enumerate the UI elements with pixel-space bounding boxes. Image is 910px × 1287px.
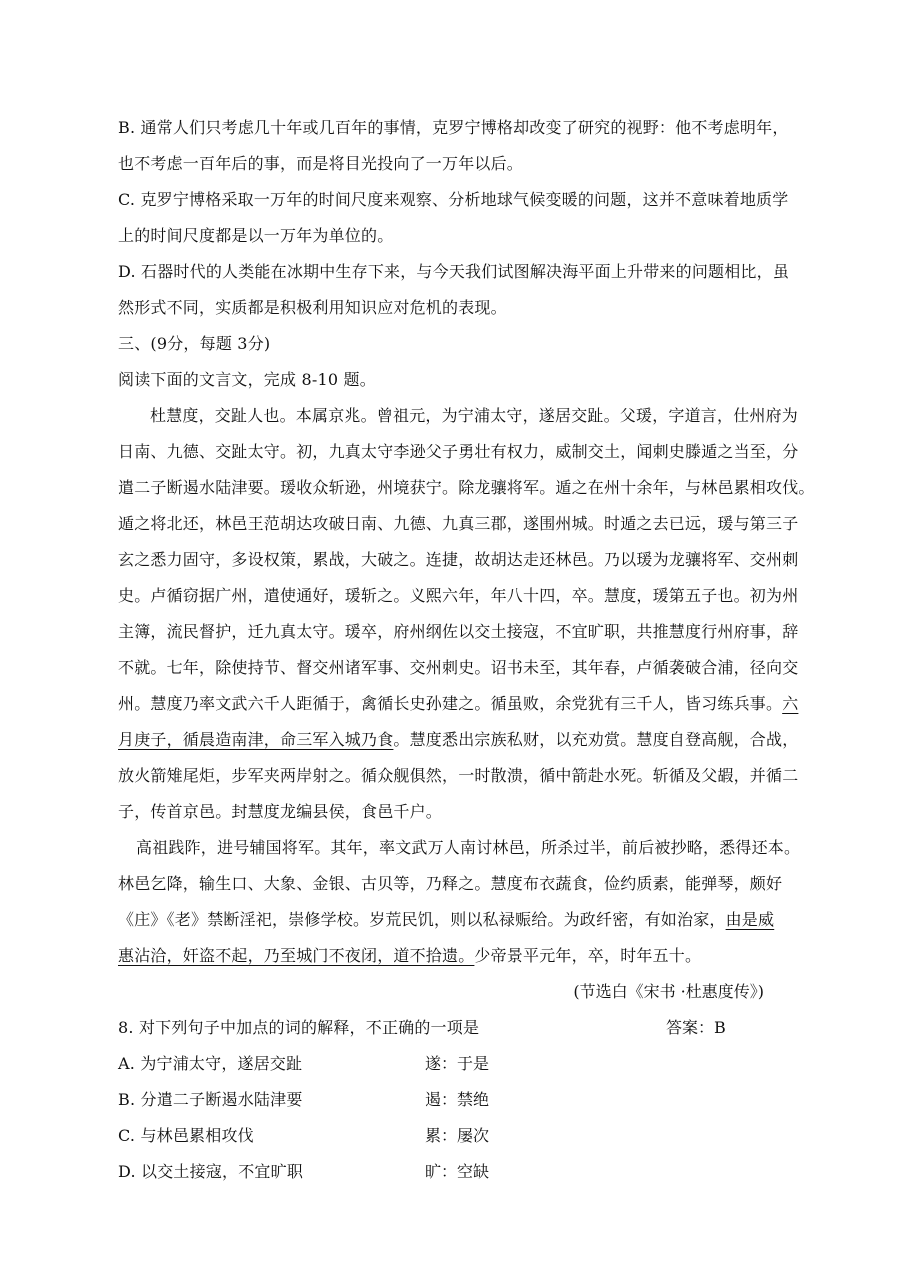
passage-line bbox=[118, 694, 798, 714]
option-d-line2: 然形式不同，实质都是积极利用知识应对危机的表现。 bbox=[118, 298, 507, 317]
underlined-sentence: 由是威 bbox=[725, 910, 775, 929]
passage-line: 日南、九德、交趾太守。初，九真太守李逊父子勇壮有权力，威制交土，闻刺史滕遁之当至，分 bbox=[118, 442, 799, 461]
passage-line: 史。卢循窃据广州，遣使通好，瑗斩之。义熙六年，年八十四，卒。慧度，瑗第五子也。初为州 bbox=[118, 586, 799, 605]
q8-option-d: D. 以交土接寇，不宜旷职 bbox=[118, 1162, 304, 1181]
passage-line: 子，传首京邑。封慧度龙编县侯，食邑千户。 bbox=[118, 802, 443, 821]
q8-option-c: C. 与林邑累相攻伐 bbox=[118, 1126, 254, 1145]
q8-option-b: B. 分遣二子断遏水陆津要 bbox=[118, 1090, 303, 1109]
option-b-line1: B. 通常人们只考虑几十年或几百年的事情，克罗宁博格却改变了研究的视野：他不考虑明年， bbox=[118, 118, 789, 137]
passage-line bbox=[118, 946, 701, 966]
passage-line: 放火箭雉尾炬，步军夹两岸射之。循众舰俱然，一时散溃，循中箭赴水死。斩循及父嘏，并循二 bbox=[118, 766, 799, 785]
q8-option-c-gloss: 累：屡次 bbox=[425, 1126, 490, 1145]
passage-line: 林邑乞降，输生口、大象、金银、古贝等，乃释之。慧度布衣蔬食，俭约质素，能弹琴，颇好 bbox=[118, 874, 783, 893]
option-d-line1: D. 石器时代的人类能在冰期中生存下来，与今天我们试图解决海平面上升带来的问题相比，虽 bbox=[118, 262, 790, 281]
passage-line bbox=[118, 910, 774, 930]
passage-line: 玄之悉力固守，多设权策，累战，大破之。连捷，故胡达走还林邑。乃以瑗为龙骧将军、交州刺 bbox=[118, 550, 799, 569]
option-b-line2: 也不考虑一百年后的事，而是将目光投向了一万年以后。 bbox=[118, 154, 524, 173]
q8-option-b-gloss: 遏：禁绝 bbox=[425, 1090, 490, 1109]
underlined-sentence: 月庚子，循晨造南津，命三军入城乃食 bbox=[118, 730, 394, 749]
passage-line: 遁之将北还，林邑王范胡达攻破日南、九德、九真三郡，遂围州城。时遁之去已远，瑗与第三子 bbox=[118, 514, 799, 533]
option-c-line2: 上的时间尺度都是以一万年为单位的。 bbox=[118, 226, 394, 245]
passage-line: 杜慧度，交趾人也。本属京兆。曾祖元，为宁浦太守，遂居交趾。父瑗，字道言，仕州府为 bbox=[150, 406, 799, 425]
passage-text: 《庄》《老》禁断淫祀，崇修学校。岁荒民饥，则以私禄赈给。为政纤密，有如治家， bbox=[118, 910, 726, 929]
passage-line bbox=[118, 730, 798, 750]
passage-line: 高祖践阼，进号辅国将军。其年，率文武万人南讨林邑，所杀过半，前后被抄略，悉得还本。 bbox=[136, 838, 801, 857]
section-title: 三、(9分，每题 3分) bbox=[118, 334, 271, 353]
option-c-line1: C. 克罗宁博格采取一万年的时间尺度来观察、分析地球气候变暖的问题，这并不意味着地质学 bbox=[118, 190, 789, 209]
q8-option-a-gloss: 遂：于是 bbox=[425, 1054, 490, 1073]
section-instruction: 阅读下面的文言文，完成 8-10 题。 bbox=[118, 370, 376, 389]
underlined-sentence: 六 bbox=[782, 694, 799, 713]
q8-option-d-gloss: 旷：空缺 bbox=[425, 1162, 490, 1181]
question-8-stem: 8. 对下列句子中加点的词的解释，不正确的一项是 bbox=[118, 1018, 480, 1037]
passage-text: 。慧度悉出宗族私财，以充劝赏。慧度自登高舰，合战， bbox=[393, 730, 799, 749]
question-8-answer: 答案：B bbox=[666, 1018, 726, 1037]
passage-line: 遣二子断遏水陆津要。瑗收众斩逊，州境获宁。除龙骧将军。遁之在州十余年，与林邑累相攻伐。 bbox=[118, 478, 815, 497]
passage-source: (节选白《宋书 ·杜惠度传》) bbox=[573, 982, 764, 1001]
passage-line: 主簿，流民督护，迁九真太守。瑗卒，府州纲佐以交土接寇，不宜旷职，共推慧度行州府事，辞 bbox=[118, 622, 799, 641]
passage-text: 州。慧度乃率文武六千人距循于，禽循长史孙建之。循虽败，余党犹有三千人，皆习练兵事。 bbox=[118, 694, 783, 713]
q8-option-a: A. 为宁浦太守，遂居交趾 bbox=[118, 1054, 303, 1073]
underlined-sentence: 惠沾洽，奸盗不起，乃至城门不夜闭，道不拾遗。 bbox=[118, 946, 475, 965]
passage-line: 不就。七年，除使持节、督交州诸军事、交州刺史。诏书未至，其年春，卢循袭破合浦，径向交 bbox=[118, 658, 799, 677]
passage-text: 少帝景平元年，卒，时年五十。 bbox=[474, 946, 702, 965]
